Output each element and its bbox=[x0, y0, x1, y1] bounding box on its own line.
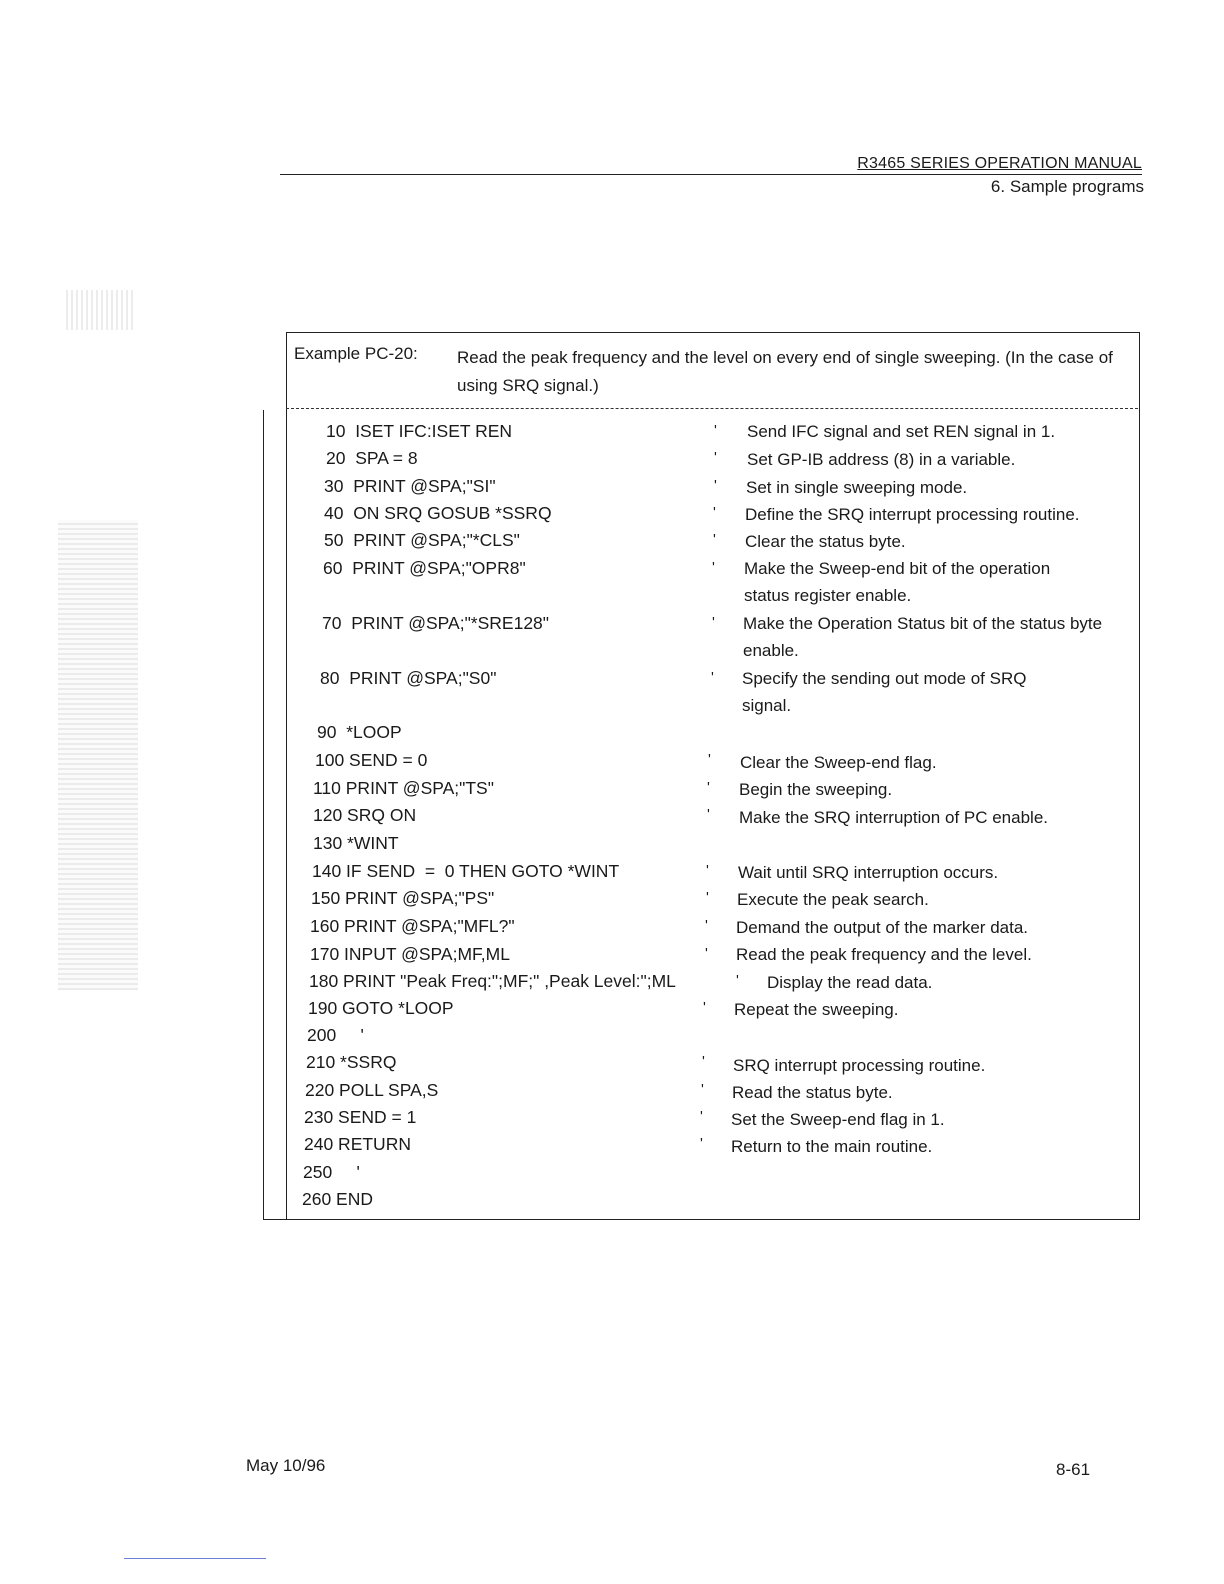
comment-mark: ' bbox=[702, 1053, 705, 1070]
code-line: 190 GOTO *LOOP bbox=[308, 998, 454, 1018]
example-label: Example PC-20: bbox=[294, 344, 418, 363]
code-line: 240 RETURN bbox=[304, 1134, 411, 1154]
comment-mark: ' bbox=[714, 422, 717, 439]
code-line: 170 INPUT @SPA;MF,ML bbox=[310, 944, 510, 964]
footer-date: May 10/96 bbox=[246, 1456, 326, 1475]
comment-mark: ' bbox=[708, 751, 711, 768]
code-line: 220 POLL SPA,S bbox=[305, 1080, 439, 1100]
manual-title: R3465 SERIES OPERATION MANUAL bbox=[857, 155, 1142, 172]
comment-mark: ' bbox=[712, 559, 715, 576]
comment-mark: ' bbox=[714, 477, 717, 494]
code-line: 70 PRINT @SPA;"*SRE128" bbox=[322, 613, 549, 633]
comment-mark: ' bbox=[707, 779, 710, 796]
code-line: 180 PRINT "Peak Freq:";MF;" ,Peak Level:";ML bbox=[309, 971, 676, 991]
code-comment: Begin the sweeping. bbox=[739, 780, 893, 799]
comment-mark: ' bbox=[700, 1108, 703, 1125]
code-line: 140 IF SEND = 0 THEN GOTO *WINT bbox=[312, 861, 620, 881]
box-border bbox=[263, 410, 264, 1220]
code-comment: Set in single sweeping mode. bbox=[746, 478, 968, 497]
code-comment: Define the SRQ interrupt processing routine. bbox=[745, 505, 1080, 524]
comment-mark: ' bbox=[712, 614, 715, 631]
code-comment: Make the SRQ interruption of PC enable. bbox=[739, 808, 1048, 827]
example-description: Read the peak frequency and the level on every end of single sweeping. (In the case of using SRQ signal.) bbox=[457, 348, 1113, 395]
code-line: 230 SEND = 1 bbox=[304, 1107, 417, 1127]
comment-mark: ' bbox=[706, 889, 709, 906]
code-comment: Repeat the sweeping. bbox=[734, 1000, 899, 1019]
comment-mark: ' bbox=[705, 917, 708, 934]
code-comment: SRQ interrupt processing routine. bbox=[733, 1056, 986, 1075]
comment-mark: ' bbox=[713, 504, 716, 521]
code-line: 20 SPA = 8 bbox=[326, 448, 418, 468]
code-line: 160 PRINT @SPA;"MFL?" bbox=[310, 916, 515, 936]
code-comment: Read the status byte. bbox=[732, 1083, 893, 1102]
comment-mark: ' bbox=[706, 862, 709, 879]
code-comment: Read the peak frequency and the level. bbox=[736, 945, 1032, 964]
comment-mark: ' bbox=[713, 531, 716, 548]
comment-mark: ' bbox=[703, 999, 706, 1016]
code-comment: Execute the peak search. bbox=[737, 890, 929, 909]
comment-mark: ' bbox=[700, 1135, 703, 1152]
code-line: 150 PRINT @SPA;"PS" bbox=[311, 888, 495, 908]
code-comment: Make the Sweep-end bit of the operation status register enable. bbox=[744, 559, 1051, 605]
header-rule bbox=[280, 174, 1142, 175]
code-comment: Specify the sending out mode of SRQ signal. bbox=[742, 669, 1027, 715]
page-number: 8-61 bbox=[1056, 1460, 1091, 1479]
code-comment: Clear the status byte. bbox=[745, 532, 906, 551]
code-line: 10 ISET IFC:ISET REN bbox=[326, 421, 513, 441]
code-comment: Wait until SRQ interruption occurs. bbox=[738, 863, 999, 882]
code-line: 100 SEND = 0 bbox=[315, 750, 428, 770]
code-comment: Set GP-IB address (8) in a variable. bbox=[747, 450, 1016, 469]
comment-mark: ' bbox=[736, 972, 739, 989]
comment-mark: ' bbox=[714, 449, 717, 466]
scan-artifact bbox=[66, 290, 136, 330]
code-line: 120 SRQ ON bbox=[313, 805, 417, 825]
code-line: 250 ' bbox=[303, 1162, 360, 1182]
bottom-rule bbox=[124, 1558, 266, 1559]
code-line: 60 PRINT @SPA;"OPR8" bbox=[323, 558, 526, 578]
code-line: 90 *LOOP bbox=[317, 722, 402, 742]
code-comment: Send IFC signal and set REN signal in 1. bbox=[747, 422, 1056, 441]
code-line: 40 ON SRQ GOSUB *SSRQ bbox=[324, 503, 552, 523]
code-line: 110 PRINT @SPA;"TS" bbox=[313, 778, 494, 798]
comment-mark: ' bbox=[701, 1081, 704, 1098]
code-line: 50 PRINT @SPA;"*CLS" bbox=[324, 530, 520, 550]
code-line: 260 END bbox=[302, 1189, 374, 1209]
code-line: 80 PRINT @SPA;"S0" bbox=[320, 668, 497, 688]
dashed-divider bbox=[286, 408, 1138, 409]
box-border bbox=[263, 1219, 287, 1220]
code-comment: Demand the output of the marker data. bbox=[736, 918, 1029, 937]
code-line: 130 *WINT bbox=[313, 833, 399, 853]
code-comment: Clear the Sweep-end flag. bbox=[740, 753, 937, 772]
comment-mark: ' bbox=[711, 669, 714, 686]
code-line: 30 PRINT @SPA;"SI" bbox=[324, 476, 496, 496]
code-comment: Return to the main routine. bbox=[731, 1137, 933, 1156]
code-line: 200 ' bbox=[307, 1025, 364, 1045]
code-comment: Set the Sweep-end flag in 1. bbox=[731, 1110, 945, 1129]
comment-mark: ' bbox=[707, 806, 710, 823]
scan-artifact bbox=[58, 520, 138, 990]
code-comment: Make the Operation Status bit of the status byte enable. bbox=[743, 614, 1103, 660]
code-comment: Display the read data. bbox=[767, 973, 933, 992]
comment-mark: ' bbox=[705, 945, 708, 962]
section-title: 6. Sample programs bbox=[990, 177, 1144, 196]
code-line: 210 *SSRQ bbox=[306, 1052, 397, 1072]
